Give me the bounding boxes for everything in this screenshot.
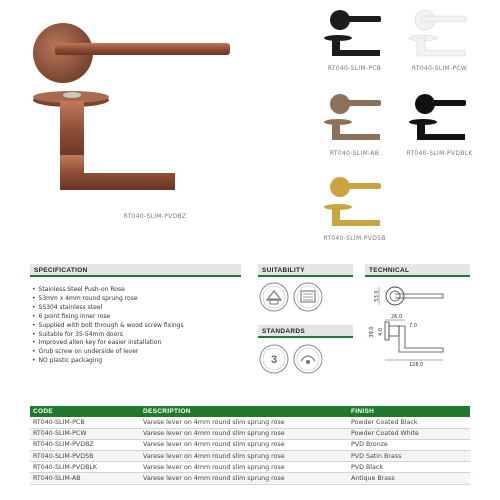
standards-icons [258,342,328,376]
dim-rose: 53.0 [374,290,380,302]
suitability-icons [258,280,328,314]
door-type-icon [260,283,288,311]
spec-item: • Suitable for 35-54mm doors [32,331,237,340]
variant-image-pcw [407,8,472,60]
product-table [30,406,470,485]
cell-code: RT040-SLIM-PVDBZ [30,439,140,450]
specification-heading: SPECIFICATION [30,264,241,277]
cell-description: Varese lever on 4mm round slim sprung rose [140,462,348,473]
lever-top [55,43,230,55]
variant-image-ab [322,92,387,144]
variant-image-pcb [322,8,387,60]
standards-heading: STANDARDS [258,325,353,338]
cell-description: Varese lever on 4mm round slim sprung rose [140,417,348,428]
dim-thick: 7.0 [409,323,417,329]
table-row [30,462,470,473]
variant-image-pvdsb [322,175,387,230]
cell-description: Varese lever on 4mm round slim sprung rose [140,451,348,462]
variant-caption-pvdblk: RT040-SLIM-PVDBLK [406,150,473,157]
technical-drawing [365,280,470,370]
cell-finish: PVD Bronze [348,439,470,450]
spec-item: • NO plastic packaging [32,357,237,366]
header-code: CODE [30,406,140,417]
table-row [30,473,470,484]
spec-item: • 53mm x 4mm round sprung rose [32,295,237,304]
table-row [30,439,470,450]
dim-depth: 26.0 [391,314,403,320]
specification-list [32,286,237,366]
cell-description: Varese lever on 4mm round slim sprung rose [140,428,348,439]
cell-finish: Powder Coated White [348,428,470,439]
cell-description: Varese lever on 4mm round slim sprung rose [140,473,348,484]
spec-item: • Grub screw on underside of lever [32,348,237,357]
header-finish: FINISH [348,406,470,417]
technical-heading: TECHNICAL [365,264,470,277]
commercial-use-icon [294,283,322,311]
grade-number: 3 [270,354,278,366]
cell-finish: PVD Satin Brass [348,451,470,462]
variant-caption-pcb: RT040-SLIM-PCB [327,65,382,72]
cell-code: RT040-SLIM-PVDBLK [30,462,140,473]
cell-code: RT040-SLIM-AB [30,473,140,484]
dim-neck: 39.0 [369,326,375,338]
cell-finish: PVD Black [348,462,470,473]
variant-image-pvdblk [407,92,472,144]
spec-item: • Improved allen key for easier installation [32,339,237,348]
table-row [30,428,470,439]
cell-finish: Antique Brass [348,473,470,484]
cell-code: RT040-SLIM-PVDSB [30,451,140,462]
spec-item: • 6 point fixing inner rose [32,313,237,322]
cell-description: Varese lever on 4mm round slim sprung rose [140,439,348,450]
variant-caption-pcw: RT040-SLIM-PCW [411,65,468,72]
spec-item: • Supplied with bolt through & wood screw fixings [32,322,237,331]
header-description: DESCRIPTION [140,406,348,417]
main-product-caption: RT040-SLIM-PVDBZ [123,213,187,220]
spec-item: • SS304 stainless steel [32,304,237,313]
suitability-heading: SUITABILITY [258,264,353,277]
dim-inner: 4.0 [378,328,384,336]
variant-caption-ab: RT040-SLIM-AB [329,150,380,157]
lever-bottom [60,155,175,190]
grade-badge-icon [260,345,288,373]
cell-code: RT040-SLIM-PCW [30,428,140,439]
variant-caption-pvdsb: RT040-SLIM-PVDSB [323,235,386,242]
main-product-image [25,15,245,215]
table-row [30,451,470,462]
cell-finish: Powder Coated Black [348,417,470,428]
table-header-row [30,406,470,417]
cell-code: RT040-SLIM-PCB [30,417,140,428]
dim-length: 128.0 [409,362,424,368]
spec-item: • Stainless Steel Push-on Rose [32,286,237,295]
table-row [30,417,470,428]
certification-badge-icon [294,345,322,373]
